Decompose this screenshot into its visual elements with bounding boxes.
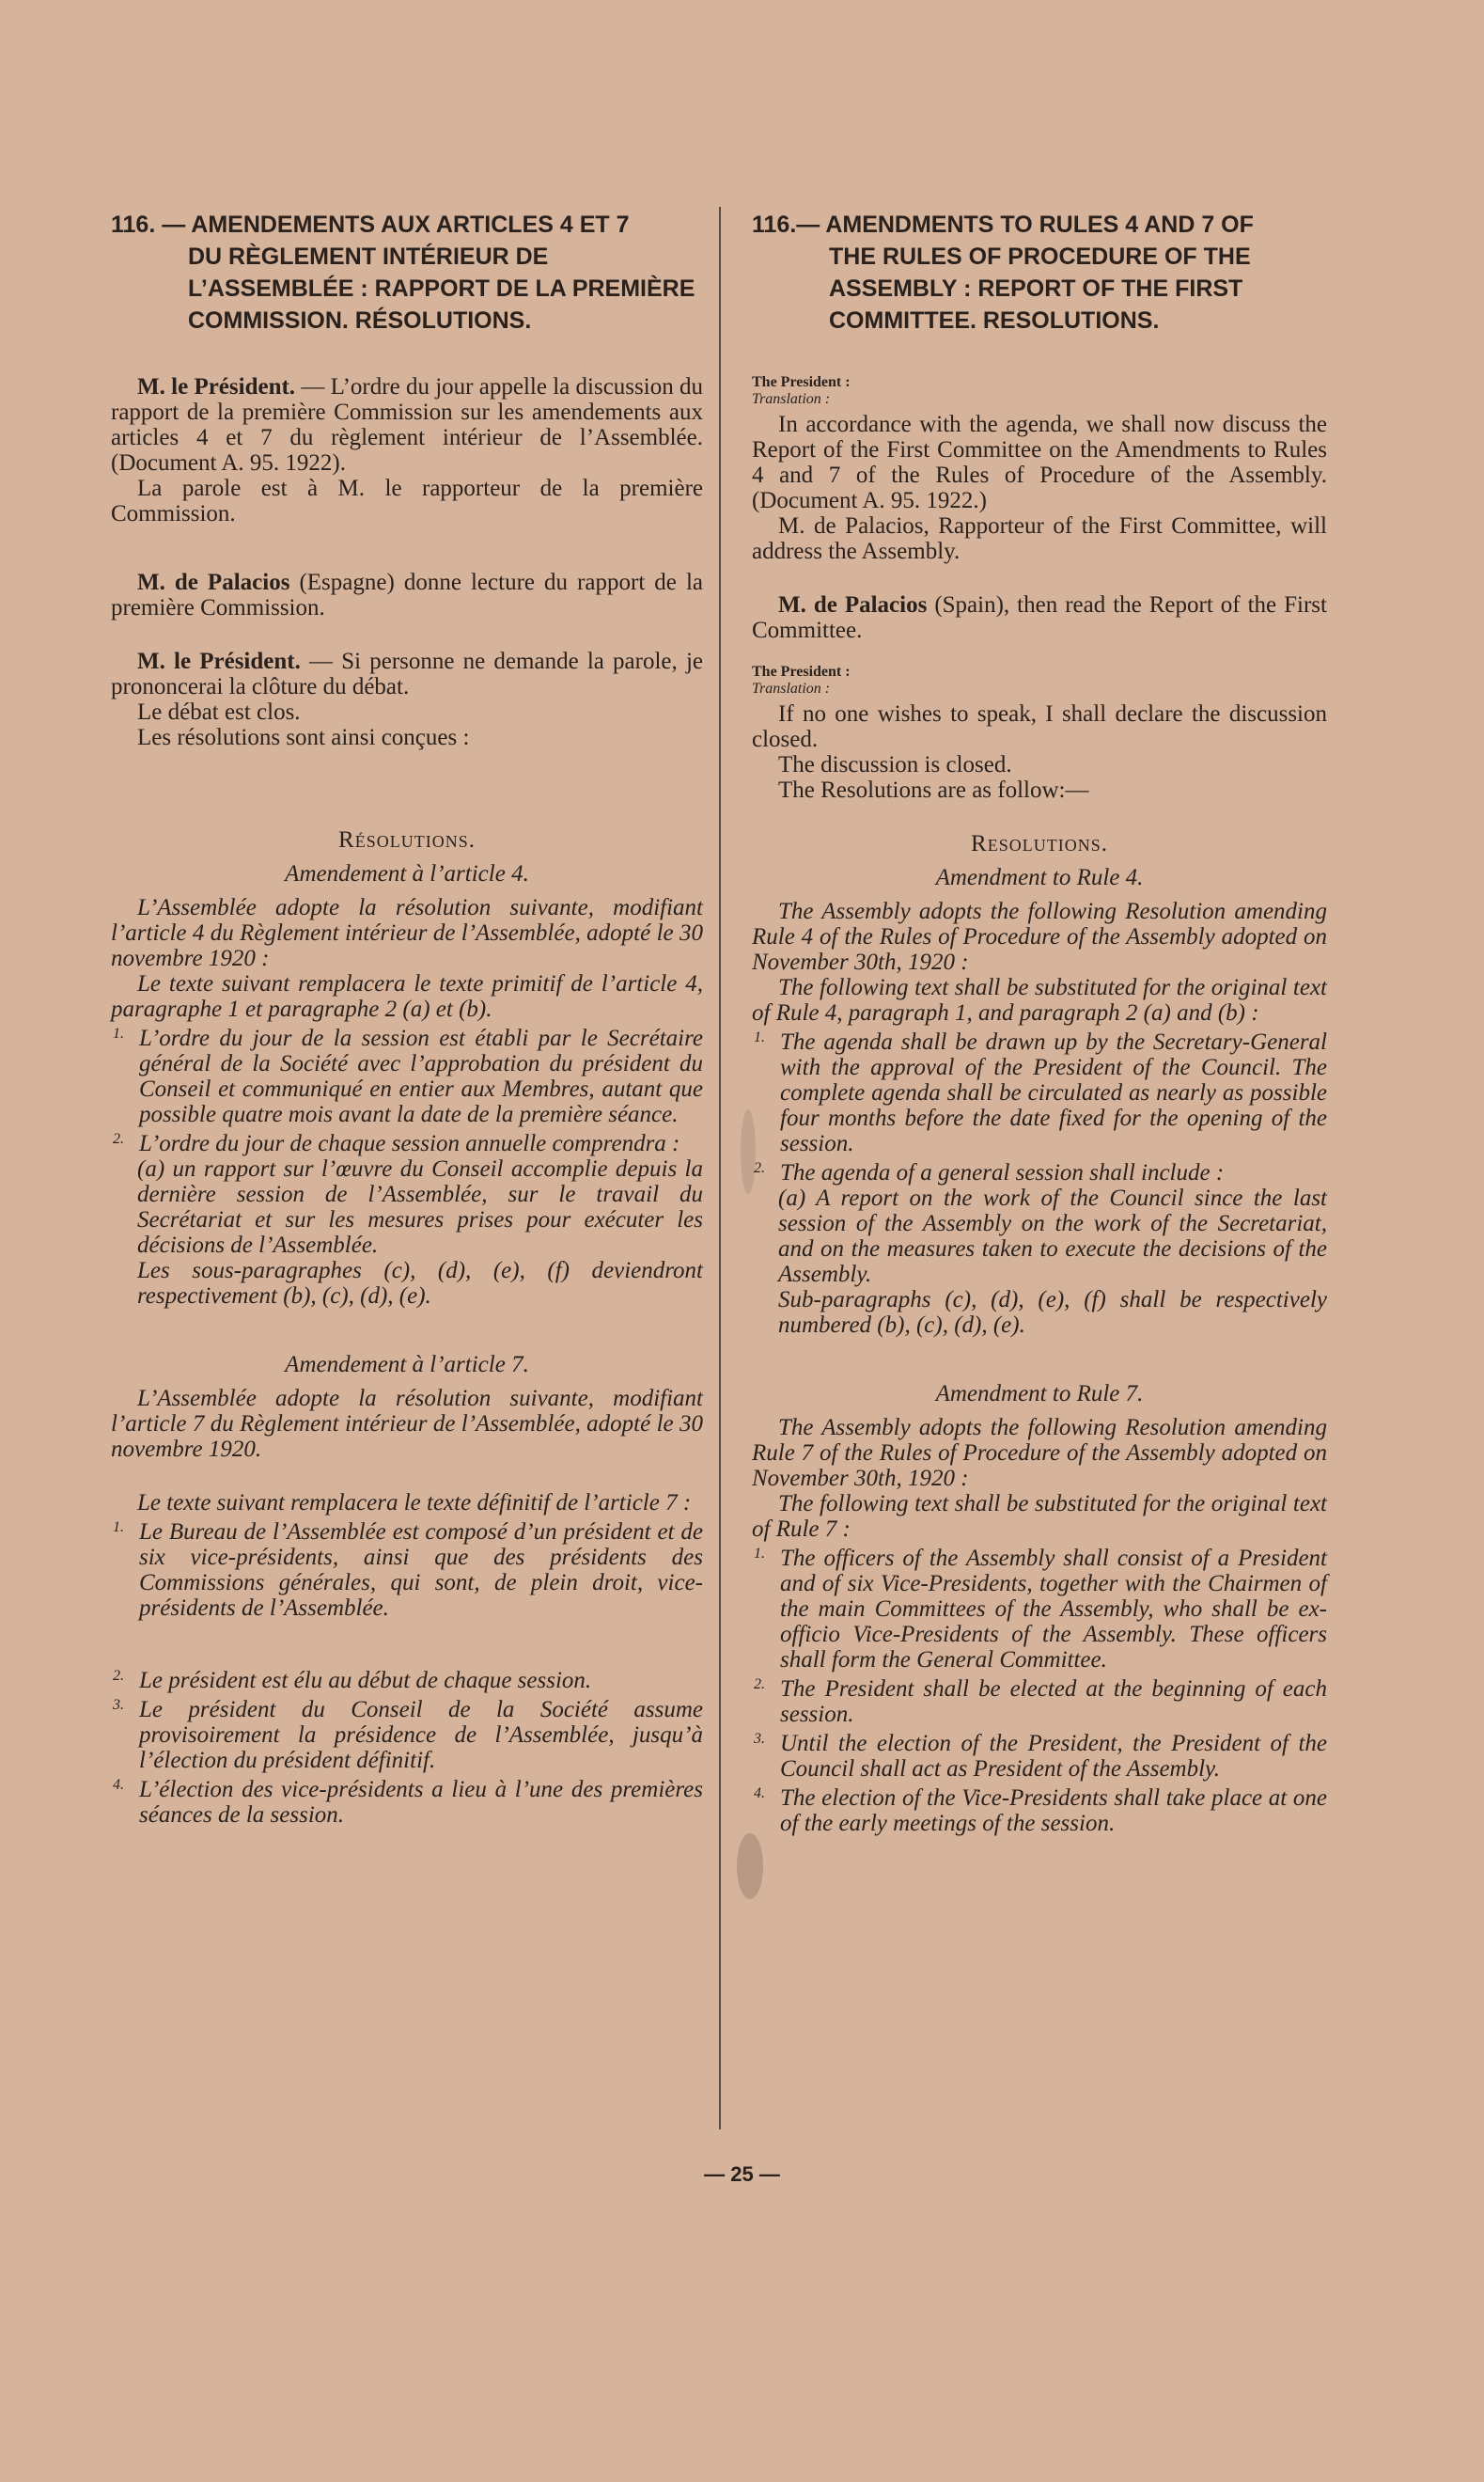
list-item: 3. Until the election of the President, the President of the Council shall act as President of the Assembly. [754, 1731, 1327, 1782]
english-column [752, 209, 1327, 1836]
list-item: 2. L’ordre du jour de chaque session annuelle comprendra : [113, 1131, 680, 1156]
french-amendment7-title: Amendement à l’article 7. [285, 1352, 529, 1377]
speaker-name: The President : [752, 664, 851, 680]
english-paragraph: The discussion is closed. [778, 752, 1012, 778]
list-item: 2. The agenda of a general session shall include : [754, 1160, 1225, 1186]
english-heading-rest: THE RULES OF PROCEDURE OF THE ASSEMBLY : REPORT OF THE FIRST COMMITTEE. RESOLUTIONS. [829, 243, 1251, 334]
ink-smudge [741, 1109, 756, 1194]
page-number: — 25 — [704, 2162, 780, 2186]
english-resolutions-title: Resolutions. [971, 831, 1108, 856]
list-item: 1. Le Bureau de l’Assemblée est composé d’un président et de six vice-présidents, ainsi que des présidents des Commissions générales, qui sont, de plein droit, vice-présidents de l’Assemblée. [113, 1519, 703, 1621]
english-amendment7-intro: The Assembly adopts the following Resolution amending Rule 7 of the Rules of Procedure of the Assembly adopted on November 30th, 1920 : [752, 1415, 1327, 1491]
english-subparagraph-end: Sub-paragraphs (c), (d), (e), (f) shall be respectively numbered (b), (c), (d), (e). [778, 1287, 1327, 1338]
list-item: 2. The President shall be elected at the beginning of each session. [754, 1676, 1327, 1727]
french-amendment4-intro: L’Assemblée adopte la résolution suivante, modifiant l’article 4 du Règlement intérieur de l’Assemblée, adopté le 30 novembre 1920 : [111, 895, 703, 971]
list-item: 1. The agenda shall be drawn up by the Secretary-General with the approval of the President of the Council. The complete agenda shall be circulated as nearly as possible four months before the date fixed for the opening of the session. [754, 1029, 1327, 1156]
translation-label: Translation : [752, 681, 831, 697]
french-paragraph [111, 570, 703, 620]
french-column [111, 209, 703, 1828]
english-paragraph: M. de Palacios, Rapporteur of the First Committee, will address the Assembly. [752, 513, 1327, 564]
list-item: 3. Le président du Conseil de la Société assume provisoirement la présidence de l’Assemblée, jusqu’à l’élection du président définitif. [113, 1697, 703, 1773]
english-amendment4-title: Amendment to Rule 4. [935, 865, 1144, 890]
english-amendment7-title: Amendment to Rule 7. [935, 1381, 1144, 1406]
paragraph-text: (Spain), then read the Report of the First Committee. [752, 592, 1327, 643]
translation-label: Translation : [752, 391, 831, 407]
english-paragraph: The Resolutions are as follow:— [778, 778, 1089, 803]
speaker-name: M. de Palacios [137, 570, 290, 595]
french-paragraph: Le débat est clos. [137, 699, 301, 725]
speaker-name: M. le Président. [137, 649, 301, 674]
english-subparagraph-a: (a) A report on the work of the Council since the last session of the Assembly on the work of the Secretariat, and on the measures taken to execute the decisions of the Assembly. [778, 1186, 1327, 1287]
english-amendment7-sub: The following text shall be substituted for the original text of Rule 7 : [752, 1491, 1327, 1542]
english-heading-number: 116.— [752, 212, 820, 238]
column-divider [719, 207, 721, 2129]
english-heading [752, 209, 1327, 337]
paragraph-text: — Si personne ne demande la parole, je prononcerai la clôture du débat. [111, 649, 703, 699]
french-amendment4-sub: Le texte suivant remplacera le texte primitif de l’article 4, paragraphe 1 et paragraphe 2 (a) et (b). [111, 971, 703, 1022]
french-subparagraph-end: Les sous-paragraphes (c), (d), (e), (f) deviendront respectivement (b), (c), (d), (e). [137, 1258, 703, 1309]
french-paragraph: La parole est à M. le rapporteur de la première Commission. [111, 476, 703, 526]
french-paragraph: Les résolutions sont ainsi conçues : [137, 725, 470, 750]
list-item: 4. L’élection des vice-présidents a lieu à l’une des premières séances de la session. [113, 1777, 703, 1828]
list-item: 2. Le président est élu au début de chaque session. [113, 1668, 592, 1693]
french-heading-number: 116. — [111, 212, 186, 238]
list-item: 4. The election of the Vice-Presidents shall take place at one of the early meetings of the session. [754, 1785, 1327, 1836]
french-amendment7-intro: L’Assemblée adopte la résolution suivante, modifiant l’article 7 du Règlement intérieur de l’Assemblée, adopté le 30 novembre 1920. [111, 1386, 703, 1462]
ink-smudge [737, 1833, 763, 1899]
french-heading-rest: DU RÈGLEMENT INTÉRIEUR DE L’ASSEMBLÉE : RAPPORT DE LA PREMIÈRE COMMISSION. RÉSOLUTIONS. [188, 243, 695, 334]
paragraph-text: — L’ordre du jour appelle la discussion du rapport de la première Commission sur les amendements aux articles 4 et 7 du règlement intérieur de l’Assemblée. (Document A. 95. 1922). [111, 374, 703, 476]
english-heading-line1: AMENDMENTS TO RULES 4 AND 7 OF [825, 212, 1254, 238]
english-paragraph [752, 592, 1327, 643]
speaker-name: M. le Président. [137, 374, 296, 400]
paragraph-text: (Espagne) donne lecture du rapport de la première Commission. [111, 570, 703, 620]
french-heading-line1: AMENDEMENTS AUX ARTICLES 4 ET 7 [191, 212, 630, 238]
french-subparagraph-a: (a) un rapport sur l’œuvre du Conseil accomplie depuis la dernière session de l’Assemblée, sur le travail du Secrétariat et sur les mesures prises pour exécuter les décisions de l’Assemblée. [137, 1156, 703, 1258]
english-amendment4-sub: The following text shall be substituted for the original text of Rule 4, paragraph 1, and paragraph 2 (a) and (b) : [752, 975, 1327, 1026]
english-paragraph: If no one wishes to speak, I shall declare the discussion closed. [752, 701, 1327, 752]
french-amendment7-sub: Le texte suivant remplacera le texte définitif de l’article 7 : [137, 1490, 692, 1516]
english-amendment4-intro: The Assembly adopts the following Resolution amending Rule 4 of the Rules of Procedure of the Assembly adopted on November 30th, 1920 : [752, 899, 1327, 975]
french-resolutions-title: Résolutions. [338, 827, 476, 853]
list-item: 1. L’ordre du jour de la session est établi par le Secrétaire général de la Société avec l’approbation du président du Conseil et communiqué en entier aux Membres, autant que possible quatre mois avant la date de la première séance. [113, 1026, 703, 1127]
french-amendment4-title: Amendement à l’article 4. [285, 861, 529, 887]
french-paragraph [111, 374, 703, 476]
list-item: 1. The officers of the Assembly shall consist of a President and of six Vice-Presidents, together with the Chairmen of the main Committees of the Assembly, who shall be ex-officio Vice-Presidents of the Assembly. These officers shall form the General Committee. [754, 1546, 1327, 1673]
speaker-name: The President : [752, 374, 851, 390]
french-paragraph [111, 649, 703, 699]
speaker-name: M. de Palacios [778, 592, 928, 618]
french-heading [111, 209, 703, 337]
english-paragraph: In accordance with the agenda, we shall now discuss the Report of the First Committee on the Amendments to Rules 4 and 7 of the Rules of Procedure of the Assembly. (Document A. 95. 1922.) [752, 412, 1327, 513]
